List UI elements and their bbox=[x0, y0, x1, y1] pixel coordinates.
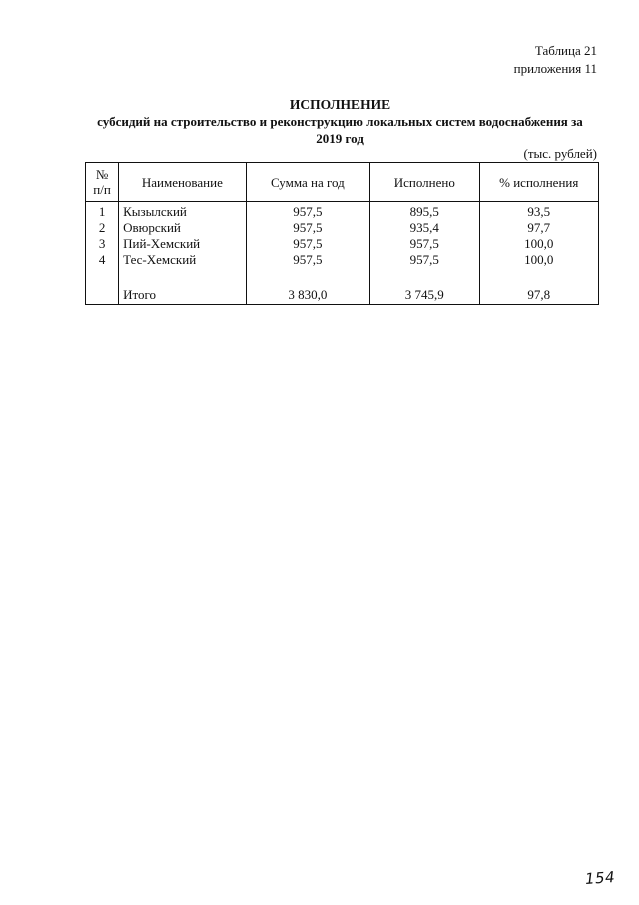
title-subtitle-line1: субсидий на строительство и реконструкцию локальных систем водоснабжения за bbox=[97, 114, 583, 129]
table-total-row bbox=[86, 286, 599, 305]
header-sum: Сумма на год bbox=[246, 163, 369, 202]
total-done: 3 745,9 bbox=[370, 286, 479, 305]
cell-done: 957,5 bbox=[370, 236, 479, 252]
cell-pct: 100,0 bbox=[479, 236, 599, 252]
cell-sum: 957,5 bbox=[246, 252, 369, 268]
units-label: (тыс. рублей) bbox=[523, 146, 597, 161]
handwritten-page-number: 154 bbox=[584, 867, 616, 889]
table-number: Таблица 21 bbox=[534, 43, 597, 58]
cell-name: Овюрский bbox=[119, 220, 246, 236]
cell-name: Пий-Хемский bbox=[119, 236, 246, 252]
cell-name: Тес-Хемский bbox=[119, 252, 246, 268]
cell-sum: 957,5 bbox=[246, 202, 369, 221]
cell-name: Кызылский bbox=[119, 202, 246, 221]
table-reference bbox=[514, 42, 597, 78]
table-spacer-row bbox=[86, 268, 599, 286]
cell-done: 957,5 bbox=[370, 252, 479, 268]
header-pct: % исполнения bbox=[479, 163, 599, 202]
cell-num: 4 bbox=[86, 252, 119, 268]
title-main: ИСПОЛНЕНИЕ bbox=[289, 97, 391, 112]
header-num: № п/п bbox=[86, 163, 119, 202]
cell-sum: 957,5 bbox=[246, 220, 369, 236]
table-row bbox=[86, 236, 599, 252]
total-sum: 3 830,0 bbox=[246, 286, 369, 305]
cell-done: 935,4 bbox=[370, 220, 479, 236]
cell-pct: 100,0 bbox=[479, 252, 599, 268]
cell-pct: 97,7 bbox=[479, 220, 599, 236]
header-name: Наименование bbox=[119, 163, 246, 202]
document-title bbox=[80, 96, 600, 147]
cell-num bbox=[86, 286, 119, 305]
table-row bbox=[86, 202, 599, 221]
cell-num: 3 bbox=[86, 236, 119, 252]
cell-num: 1 bbox=[86, 202, 119, 221]
title-subtitle-line2: 2019 год bbox=[316, 131, 364, 146]
table-header-row bbox=[86, 163, 599, 202]
appendix-number: приложения 11 bbox=[513, 61, 597, 76]
cell-done: 895,5 bbox=[370, 202, 479, 221]
cell-sum: 957,5 bbox=[246, 236, 369, 252]
cell-num: 2 bbox=[86, 220, 119, 236]
table-row bbox=[86, 252, 599, 268]
table-row bbox=[86, 220, 599, 236]
total-pct: 97,8 bbox=[479, 286, 599, 305]
header-done: Исполнено bbox=[370, 163, 479, 202]
cell-pct: 93,5 bbox=[479, 202, 599, 221]
total-label: Итого bbox=[119, 286, 246, 305]
execution-table bbox=[85, 162, 599, 305]
